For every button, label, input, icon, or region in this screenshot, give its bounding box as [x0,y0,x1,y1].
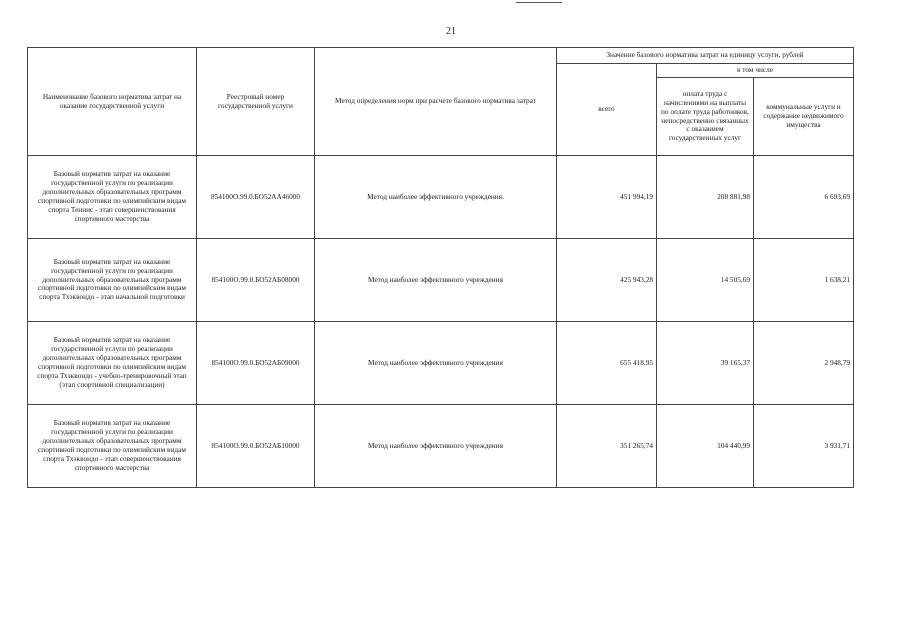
row-method: Метод наиболее эффективного учреждения. [315,156,557,239]
row-name: Базовый норматив затрат на оказание государственной услуги по реализации дополнительных образовательных программ спортивной подготовки по олимпийским видам спорта Теннис - этап совершенствования спортивного мастерства [28,156,197,239]
row-method: Метод наиболее эффективного учреждения [315,239,557,322]
row-wages: 208 881,98 [657,156,754,239]
row-total: 351 265,74 [557,405,657,488]
row-utilities: 3 931,71 [754,405,854,488]
header-name: Наименование базового норматива затрат на оказание государственной услуги [28,48,197,156]
row-utilities: 6 693,69 [754,156,854,239]
header-including: в том числе [657,64,854,78]
row-name: Базовый норматив затрат на оказание государственной услуги по реализации дополнительных образовательных программ спортивной подготовки по олимпийским видам спорта Тхэквондо - учебно-тренировочный этап (этап спортивной специализации) [28,322,197,405]
scan-line-top [516,2,562,3]
header-total: всего [557,64,657,156]
row-registry: 854100О.99.0.БО52АБ08000 [197,239,315,322]
header-utilities: коммунальные услуги и содержание недвижимого имущества [754,78,854,156]
row-total: 425 943,28 [557,239,657,322]
row-registry: 854100О.99.0.БО52АБ09000 [197,322,315,405]
row-utilities: 2 948,79 [754,322,854,405]
header-method: Метод определения норм при расчете базового норматива затрат [315,48,557,156]
row-total: 655 418,95 [557,322,657,405]
table-row [28,322,854,405]
row-registry: 854100О.99.0.БО52АБ10000 [197,405,315,488]
page-number: 21 [446,26,456,37]
header-value-group: Значение базового норматива затрат на единицу услуги, рублей [557,48,854,64]
row-total: 451 994,19 [557,156,657,239]
header-registry: Реестровый номер государственной услуги [197,48,315,156]
table-row [28,239,854,322]
row-wages: 39 165,37 [657,322,754,405]
header-wages: оплата труда с начислениями на выплаты по оплате труда работников, непосредственно связанных с оказанием государственных услуг [657,78,754,156]
row-wages: 14 505,69 [657,239,754,322]
row-utilities: 1 638,21 [754,239,854,322]
cost-norms-table [27,47,854,488]
row-name: Базовый норматив затрат на оказание государственной услуги по реализации дополнительных образовательных программ спортивной подготовки по олимпийским видам спорта Тхэквондо - этап начальной подготовки [28,239,197,322]
table-row [28,156,854,239]
row-method: Метод наиболее эффективного учреждения [315,322,557,405]
row-wages: 104 440,99 [657,405,754,488]
row-method: Метод наиболее эффективного учреждения [315,405,557,488]
row-name: Базовый норматив затрат на оказание государственной услуги по реализации дополнительных образовательных программ спортивной подготовки по олимпийским видам спорта Тхэквондо - этап совершенствования спортивного мастерства [28,405,197,488]
table-row [28,405,854,488]
row-registry: 854100О.99.0.БО52АА46000 [197,156,315,239]
